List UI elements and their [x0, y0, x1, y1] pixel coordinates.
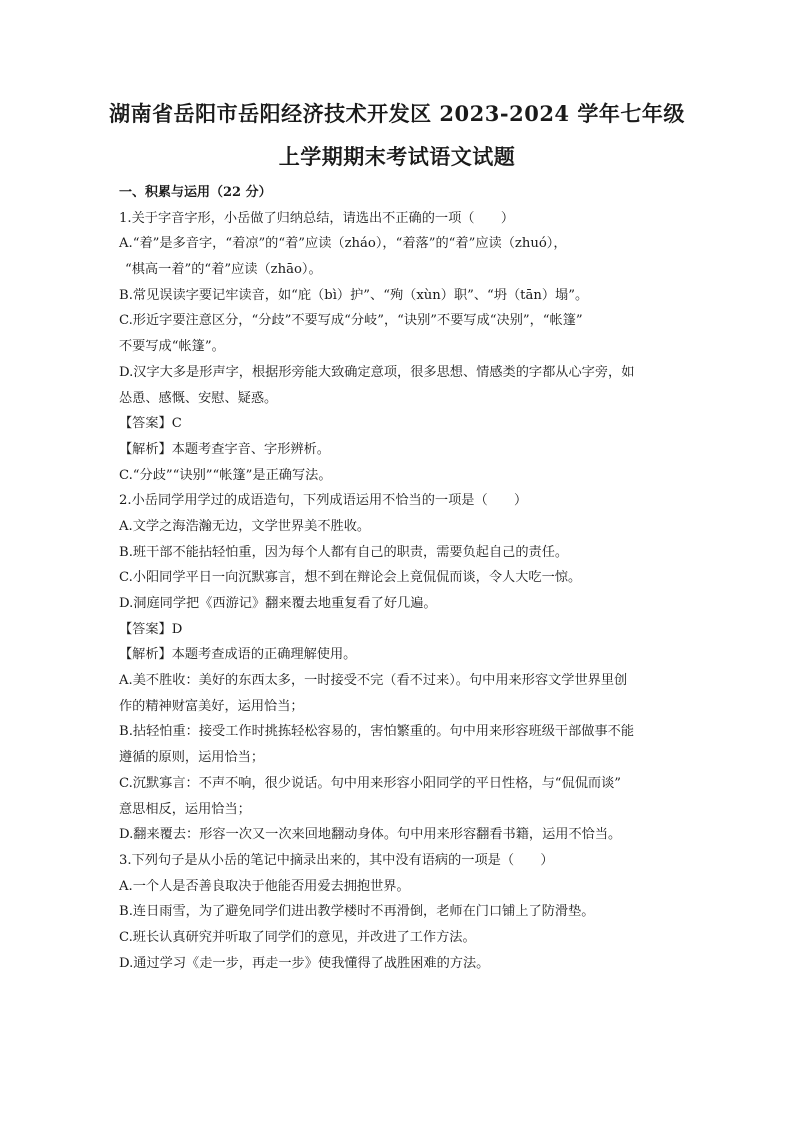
question-2-analysis-a-cont: 作的精神财富美好，运用恰当； — [119, 698, 304, 714]
question-2-analysis-b-cont: 遵循的原则，运用恰当； — [119, 750, 265, 766]
title-line-1: 湖南省岳阳市岳阳经济技术开发区 2023-2024 学年七年级 — [109, 101, 685, 126]
question-2-analysis-b: B.拈轻怕重：接受工作时挑拣轻松容易的，害怕繁重的。句中用来形容班级干部做事不能 — [119, 724, 635, 740]
question-3-option-a: A.一个人是否善良取决于他能否用爱去拥抱世界。 — [119, 878, 410, 894]
question-2-option-c: C.小阳同学平日一向沉默寡言，想不到在辩论会上竟侃侃而谈，令人大吃一惊。 — [119, 570, 582, 586]
question-1-option-d: D.汉字大多是形声字，根据形旁能大致确定意项，很多思想、情感类的字都从心字旁，如 — [119, 364, 635, 380]
question-2-option-d: D.洞庭同学把《西游记》翻来覆去地重复看了好几遍。 — [119, 596, 437, 611]
question-2-option-b: B.班干部不能拈轻怕重，因为每个人都有自己的职责，需要负起自己的责任。 — [119, 544, 569, 560]
question-1-option-b: B.常见误读字要记牢读音，如“庇（bì）护”、“殉（xùn）职”、“坍（tān）塌”。 — [119, 287, 589, 303]
question-1-option-a: A.“着”是多音字，“着凉”的“着”应读（zháo），“着落”的“着”应读（zhuó）， — [119, 236, 567, 252]
question-2-option-a: A.文学之海浩瀚无边，文学世界美不胜收。 — [119, 518, 371, 534]
question-2-analysis-c-cont: 意思相反，运用恰当； — [119, 801, 251, 817]
question-1-analysis-detail: C.“分歧”“诀别”“帐篷”是正确写法。 — [119, 467, 332, 483]
section-heading: 一、积累与运用（22 分） — [119, 185, 272, 200]
question-3-stem: 3.下列句子是从小岳的笔记中摘录出来的，其中没有语病的一项是（ ） — [119, 852, 554, 868]
question-2-analysis-a: A.美不胜收：美好的东西太多，一时接受不完（看不过来）。句中用来形容文学世界里创 — [119, 673, 628, 689]
question-1-answer: 【答案】C — [119, 416, 182, 432]
question-2-answer: 【答案】D — [119, 621, 183, 637]
question-2-stem: 2.小岳同学用学过的成语造句，下列成语运用不恰当的一项是（ ） — [119, 493, 528, 509]
question-2-analysis-d: D.翻来覆去：形容一次又一次来回地翻动身体。句中用来形容翻看书籍，运用不恰当。 — [119, 827, 622, 843]
question-1-stem: 1.关于字音字形，小岳做了归纳总结，请选出不正确的一项（ ） — [119, 210, 515, 226]
question-1-option-c-cont: 不要写成“帐篷”。 — [119, 339, 225, 355]
question-3-option-b: B.连日雨雪，为了避免同学们进出教学楼时不再滑倒，老师在门口铺上了防滑垫。 — [119, 904, 595, 920]
question-3-option-d: D.通过学习《走一步，再走一步》使我懂得了战胜困难的方法。 — [119, 955, 490, 971]
document-body — [119, 180, 679, 976]
question-1-option-c: C.形近字要注意区分，“分歧”不要写成“分岐”，“诀别”不要写成“决别”，“帐篷” — [119, 313, 583, 329]
question-1-option-d-cont: 怂恿、感慨、安慰、疑惑。 — [119, 390, 278, 406]
question-2-analysis-c: C.沉默寡言：不声不响，很少说话。句中用来形容小阳同学的平日性格，与“侃侃而谈” — [119, 775, 622, 791]
title-line-2: 上学期期末考试语文试题 — [278, 144, 516, 169]
question-3-option-c: C.班长认真研究并听取了同学们的意见，并改进了工作方法。 — [119, 929, 476, 945]
question-1-option-a-cont: “棋高一着”的“着”应读（zhāo）。 — [125, 262, 322, 278]
question-1-analysis: 【解析】本题考查字音、字形辨析。 — [119, 441, 330, 457]
question-2-analysis: 【解析】本题考查成语的正确理解使用。 — [119, 647, 357, 663]
